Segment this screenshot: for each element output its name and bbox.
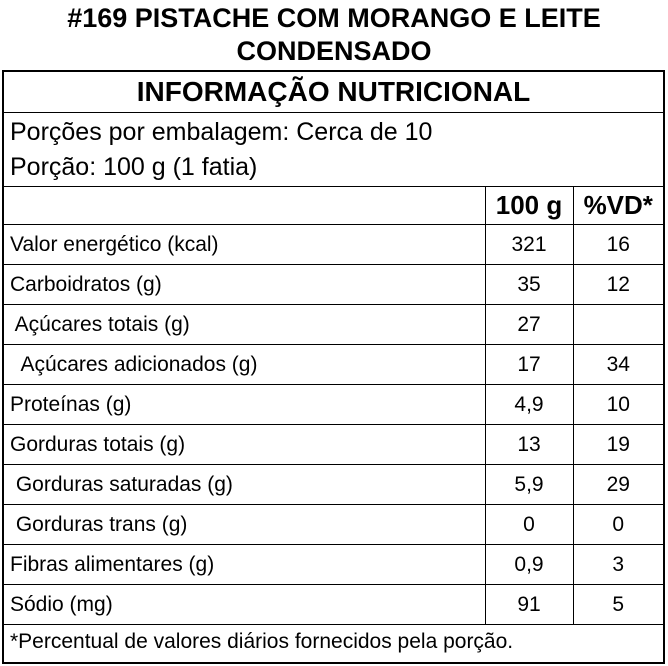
table-row [4,505,663,545]
table-row [4,265,663,305]
nutrient-daily-value: 10 [573,385,663,425]
nutrient-amount: 27 [485,305,573,345]
nutrient-amount: 35 [485,265,573,305]
nutrient-amount: 5,9 [485,465,573,505]
serving-size: Porção: 100 g (1 fatia) [10,153,258,181]
nutrient-daily-value: 12 [573,265,663,305]
nutrient-name: Gorduras totais (g) [4,425,485,465]
nutrient-amount: 17 [485,345,573,385]
footnote: *Percentual de valores diários fornecidos pela porção. [10,630,514,653]
nutrient-name: Gorduras trans (g) [4,505,485,545]
table-row [4,585,663,625]
nutrient-name: Carboidratos (g) [4,265,485,305]
nutrient-amount: 13 [485,425,573,465]
nutrient-daily-value: 29 [573,465,663,505]
nutrition-table [4,186,663,625]
nutrient-name: Fibras alimentares (g) [4,545,485,585]
header-name-cell [4,186,485,225]
nutrition-table-body [4,186,663,625]
nutrient-daily-value: 0 [573,505,663,545]
product-title: #169 PISTACHE COM MORANGO E LEITE CONDENSADO [67,3,601,66]
table-row [4,385,663,425]
nutrient-amount: 0 [485,505,573,545]
nutrient-name: Valor energético (kcal) [4,225,485,265]
header-amount: 100 g [485,186,573,225]
nutrient-name: Sódio (mg) [4,585,485,625]
table-header-row [4,186,663,225]
header-daily-value: %VD* [573,186,663,225]
nutrient-daily-value: 19 [573,425,663,465]
table-row [4,465,663,505]
nutrient-daily-value: 5 [573,585,663,625]
table-row [4,305,663,345]
nutrient-amount: 4,9 [485,385,573,425]
table-row [4,225,663,265]
nutrient-daily-value: 34 [573,345,663,385]
table-row [4,425,663,465]
nutrition-heading: INFORMAÇÃO NUTRICIONAL [4,72,663,113]
nutrient-amount: 0,9 [485,545,573,585]
nutrient-daily-value: 16 [573,225,663,265]
nutrient-name: Açúcares adicionados (g) [4,345,485,385]
nutrient-name: Gorduras saturadas (g) [4,465,485,505]
nutrient-amount: 91 [485,585,573,625]
table-row [4,545,663,585]
nutrient-daily-value: 3 [573,545,663,585]
nutrition-label [2,70,665,664]
nutrient-name: Proteínas (g) [4,385,485,425]
nutrient-amount: 321 [485,225,573,265]
servings-per-package: Porções por embalagem: Cerca de 10 [10,118,433,146]
table-row [4,345,663,385]
nutrient-daily-value [573,305,663,345]
nutrient-name: Açúcares totais (g) [4,305,485,345]
